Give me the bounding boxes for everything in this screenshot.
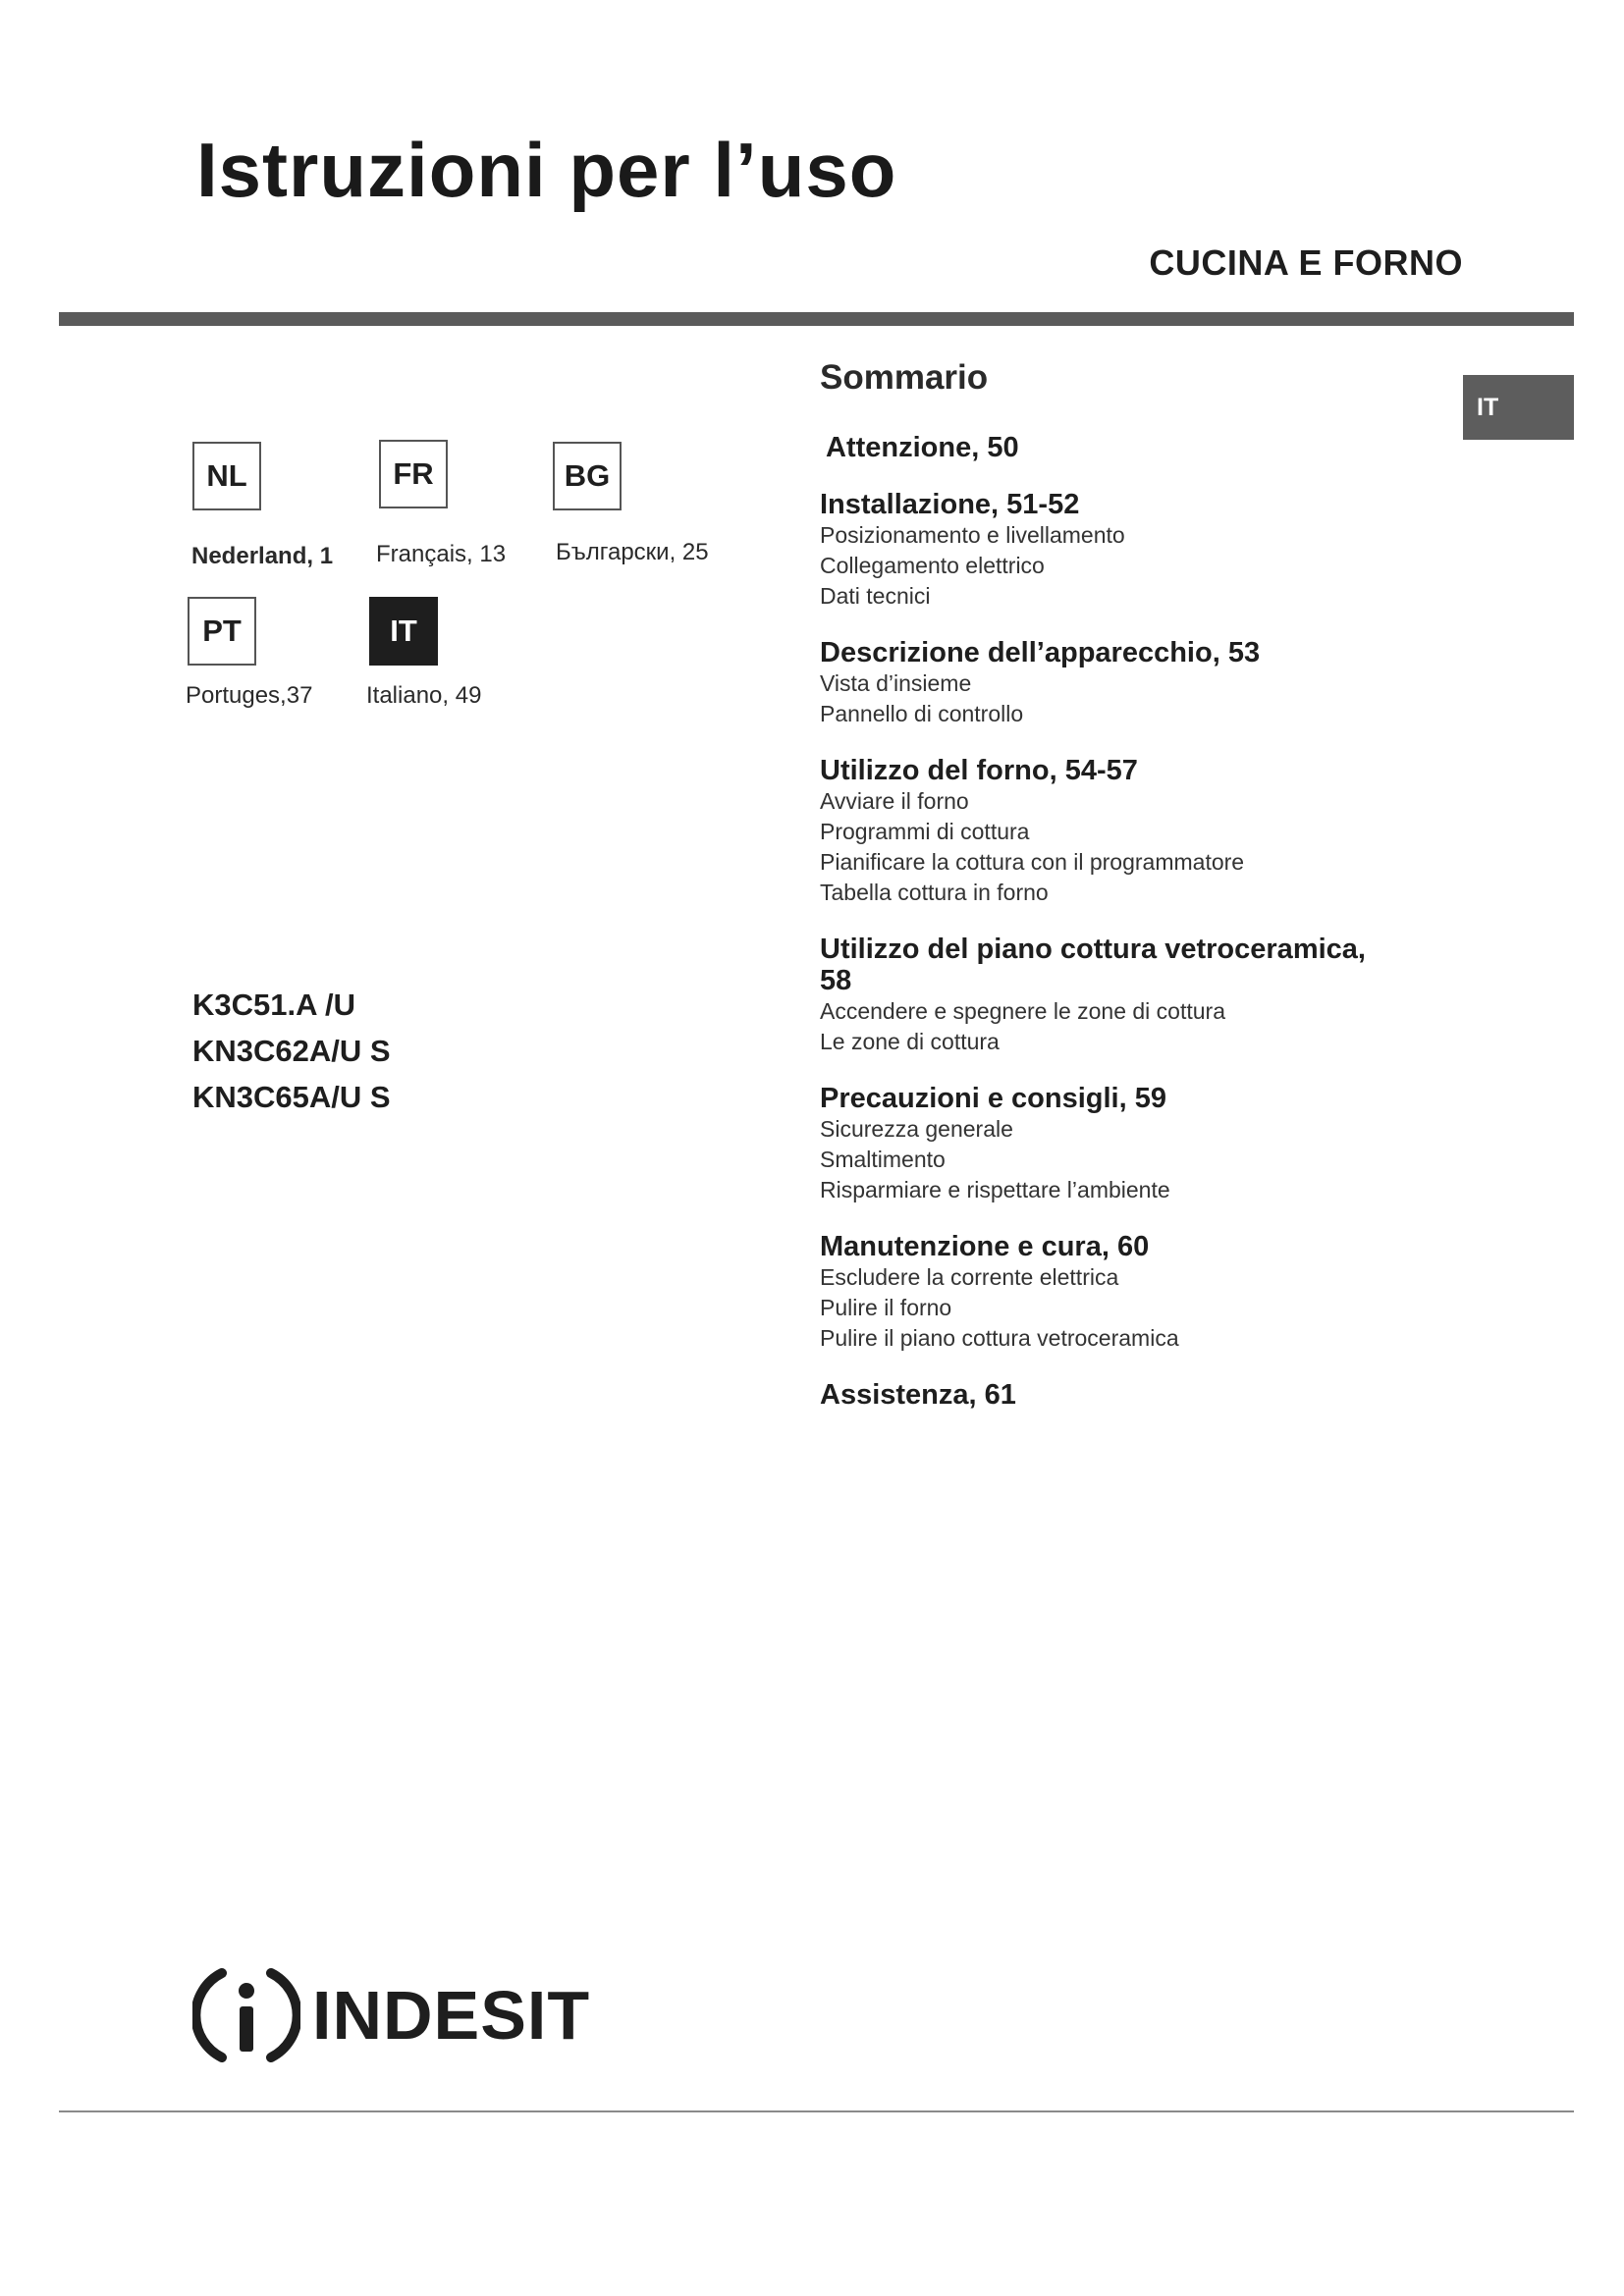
toc-section-title[interactable]: Precauzioni e consigli, 59	[820, 1083, 1166, 1114]
toc-item[interactable]: Accendere e spegnere le zone di cottura	[820, 998, 1225, 1024]
toc-item[interactable]: Avviare il forno	[820, 788, 969, 814]
document-subtitle: CUCINA E FORNO	[1149, 242, 1463, 283]
toc-item[interactable]: Tabella cottura in forno	[820, 880, 1049, 905]
toc-item[interactable]: Smaltimento	[820, 1147, 946, 1172]
model-code: K3C51.A /U	[192, 988, 355, 1022]
brand-name: INDESIT	[312, 1977, 591, 2054]
toc-section	[820, 934, 1370, 1057]
header-divider	[59, 312, 1574, 326]
toc-item[interactable]: Vista d’insieme	[820, 670, 972, 696]
brand-logo	[192, 1961, 590, 2069]
toc-section	[820, 1231, 1370, 1354]
toc-section	[820, 637, 1370, 729]
toc-section	[820, 432, 1370, 463]
toc-item[interactable]: Risparmiare e rispettare l’ambiente	[820, 1177, 1170, 1202]
lang-label-it[interactable]: Italiano, 49	[366, 682, 482, 709]
toc-section	[820, 1379, 1370, 1411]
toc-item[interactable]: Pannello di controllo	[820, 701, 1024, 726]
lang-box-it[interactable]: IT	[369, 597, 438, 666]
language-tab-it[interactable]: IT	[1463, 375, 1574, 440]
lang-label-pt[interactable]: Portuges,37	[186, 682, 313, 709]
toc-item[interactable]: Pulire il piano cottura vetroceramica	[820, 1325, 1179, 1351]
lang-label-nl[interactable]: Nederland, 1	[191, 543, 334, 569]
toc-section	[820, 1083, 1370, 1205]
lang-box-bg[interactable]: BG	[553, 442, 622, 510]
model-code: KN3C62A/U S	[192, 1034, 391, 1068]
model-code: KN3C65A/U S	[192, 1080, 391, 1114]
toc-item[interactable]: Dati tecnici	[820, 583, 931, 609]
toc-item[interactable]: Le zone di cottura	[820, 1029, 1000, 1054]
toc-section-title[interactable]: Assistenza, 61	[820, 1379, 1016, 1411]
lang-box-nl[interactable]: NL	[192, 442, 261, 510]
lang-label-bg[interactable]: Български, 25	[556, 539, 709, 565]
table-of-contents	[820, 432, 1370, 1436]
footer-divider	[59, 2110, 1574, 2112]
document-title: Istruzioni per l’uso	[196, 127, 897, 213]
toc-section-title[interactable]: Manutenzione e cura, 60	[820, 1231, 1150, 1262]
toc-item[interactable]: Escludere la corrente elettrica	[820, 1264, 1119, 1290]
toc-item[interactable]: Pianificare la cottura con il programmatore	[820, 849, 1245, 875]
toc-section-title[interactable]: Installazione, 51-52	[820, 489, 1080, 520]
toc-section-title[interactable]: Utilizzo del piano cottura vetroceramica, 58	[820, 934, 1366, 996]
toc-item[interactable]: Collegamento elettrico	[820, 553, 1045, 578]
lang-label-fr[interactable]: Français, 13	[376, 541, 507, 567]
indesit-logo-icon	[192, 1961, 300, 2069]
toc-section	[820, 489, 1370, 612]
toc-section	[820, 755, 1370, 908]
lang-box-pt[interactable]: PT	[188, 597, 256, 666]
lang-box-fr[interactable]: FR	[379, 440, 448, 508]
toc-heading: Sommario	[820, 358, 989, 397]
toc-item[interactable]: Posizionamento e livellamento	[820, 522, 1125, 548]
toc-item[interactable]: Sicurezza generale	[820, 1116, 1013, 1142]
toc-item[interactable]: Programmi di cottura	[820, 819, 1030, 844]
toc-section-title[interactable]: Utilizzo del forno, 54-57	[820, 755, 1138, 786]
toc-section-title[interactable]: Attenzione, 50	[826, 432, 1019, 463]
toc-item[interactable]: Pulire il forno	[820, 1295, 952, 1320]
toc-section-title[interactable]: Descrizione dell’apparecchio, 53	[820, 637, 1261, 668]
